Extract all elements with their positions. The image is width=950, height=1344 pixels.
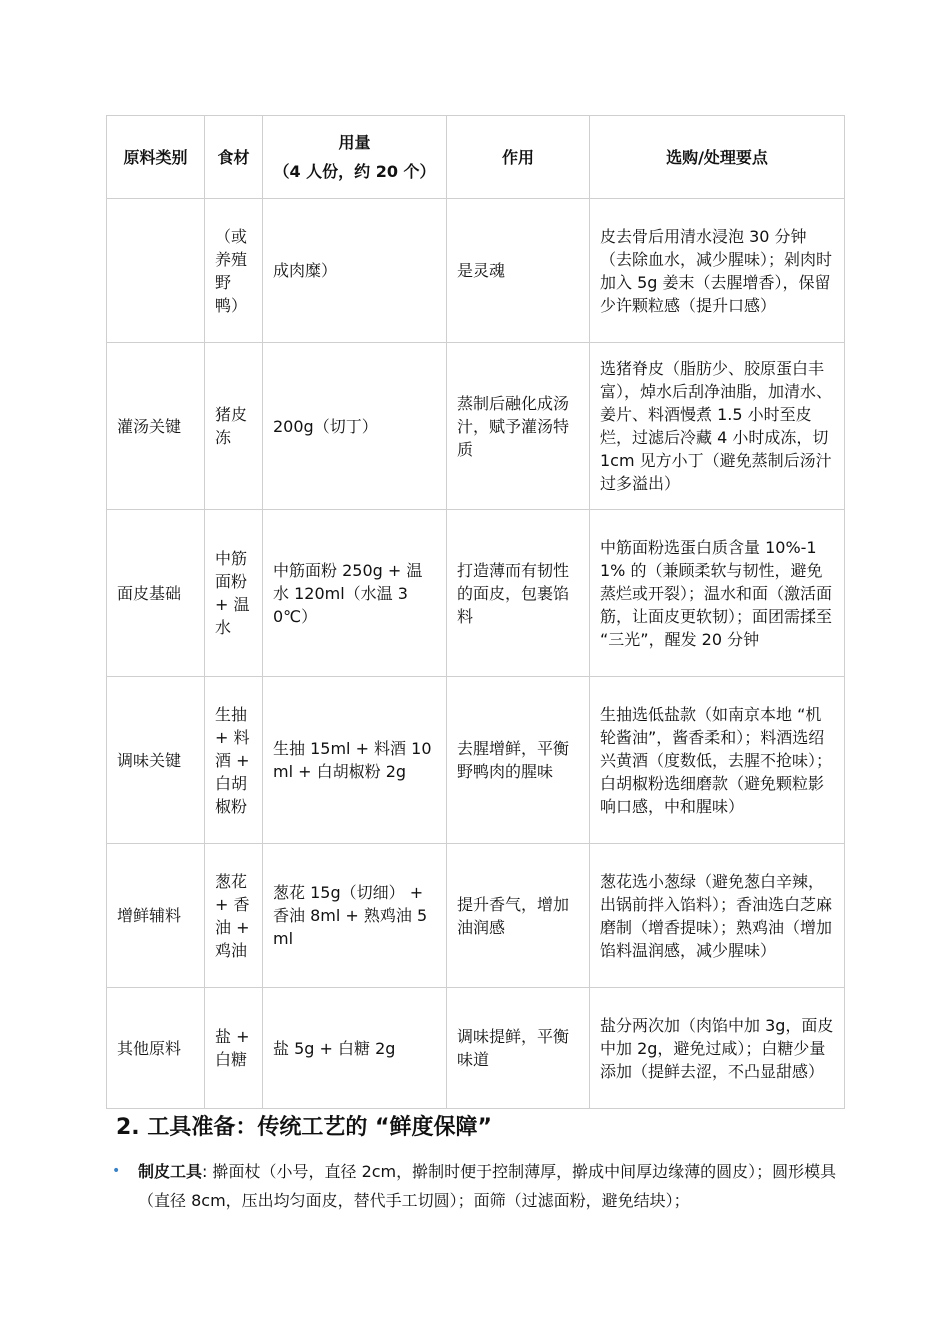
table-row [107,677,845,844]
cell-ingredient: 中筋面粉 + 温水 [205,510,263,677]
cell-ingredient: 葱花 + 香油 + 鸡油 [205,844,263,988]
cell-category: 调味关键 [107,677,205,844]
header-ingredient: 食材 [205,116,263,199]
cell-amount: 成肉糜） [263,199,447,343]
header-role: 作用 [447,116,590,199]
cell-role: 调味提鲜，平衡味道 [447,988,590,1109]
list-item-text: : 擀面杖（小号，直径 2cm，擀制时便于控制薄厚，擀成中间厚边缘薄的圆皮）；圆形模具（直径 8cm，压出均匀面皮，替代手工切圆）；面筛（过滤面粉，避免结块）； [138,1162,837,1210]
cell-role: 去腥增鲜，平衡野鸭肉的腥味 [447,677,590,844]
header-category: 原料类别 [107,116,205,199]
cell-tips: 选猪脊皮（脂肪少、胶原蛋白丰富），焯水后刮净油脂，加清水、姜片、料酒慢煮 1.5 小时至皮烂，过滤后冷藏 4 小时成冻，切 1cm 见方小丁（避免蒸制后汤汁过多溢出） [590,343,845,510]
header-amount-title: 用量 [338,133,371,152]
cell-tips: 中筋面粉选蛋白质含量 10%-11% 的（兼顾柔软与韧性，避免蒸烂或开裂）；温水和面（激活面筋，让面皮更软韧）；面团需揉至 “三光”，醒发 20 分钟 [590,510,845,677]
cell-ingredient: 猪皮冻 [205,343,263,510]
tools-list [112,1157,842,1215]
cell-role: 打造薄而有韧性的面皮，包裹馅料 [447,510,590,677]
cell-ingredient: （或养殖野鸭） [205,199,263,343]
header-amount-subtitle: （4 人份，约 20 个） [273,162,436,181]
table-row [107,199,845,343]
header-tips: 选购/处理要点 [590,116,845,199]
table-row [107,510,845,677]
cell-amount: 200g（切丁） [263,343,447,510]
list-item-label: 制皮工具 [138,1162,203,1181]
cell-amount: 生抽 15ml + 料酒 10ml + 白胡椒粉 2g [263,677,447,844]
cell-tips: 盐分两次加（肉馅中加 3g，面皮中加 2g，避免过咸）；白糖少量添加（提鲜去涩，不凸显甜感） [590,988,845,1109]
table-row [107,988,845,1109]
cell-category: 增鲜辅料 [107,844,205,988]
header-amount [263,116,447,199]
cell-ingredient: 盐 + 白糖 [205,988,263,1109]
table-row [107,844,845,988]
table-row [107,343,845,510]
cell-category: 面皮基础 [107,510,205,677]
section-heading: 2. 工具准备：传统工艺的 “鲜度保障” [116,1115,492,1140]
cell-role: 是灵魂 [447,199,590,343]
cell-category: 灌汤关键 [107,343,205,510]
list-item [112,1157,842,1215]
cell-ingredient: 生抽 + 料酒 + 白胡椒粉 [205,677,263,844]
cell-amount: 盐 5g + 白糖 2g [263,988,447,1109]
cell-tips: 皮去骨后用清水浸泡 30 分钟（去除血水，减少腥味）；剁肉时加入 5g 姜末（去腥增香），保留少许颗粒感（提升口感） [590,199,845,343]
cell-tips: 生抽选低盐款（如南京本地 “机轮酱油”，酱香柔和）；料酒选绍兴黄酒（度数低，去腥不抢味）；白胡椒粉选细磨款（避免颗粒影响口感，中和腥味） [590,677,845,844]
ingredients-table [106,115,845,1109]
cell-category: 其他原料 [107,988,205,1109]
cell-role: 提升香气，增加油润感 [447,844,590,988]
cell-role: 蒸制后融化成汤汁，赋予灌汤特质 [447,343,590,510]
cell-amount: 中筋面粉 250g + 温水 120ml（水温 30℃） [263,510,447,677]
cell-category [107,199,205,343]
table-header-row [107,116,845,199]
cell-amount: 葱花 15g（切细） + 香油 8ml + 熟鸡油 5ml [263,844,447,988]
cell-tips: 葱花选小葱绿（避免葱白辛辣，出锅前拌入馅料）；香油选白芝麻磨制（增香提味）；熟鸡油（增加馅料温润感，减少腥味） [590,844,845,988]
bullet-icon: • [112,1163,121,1179]
